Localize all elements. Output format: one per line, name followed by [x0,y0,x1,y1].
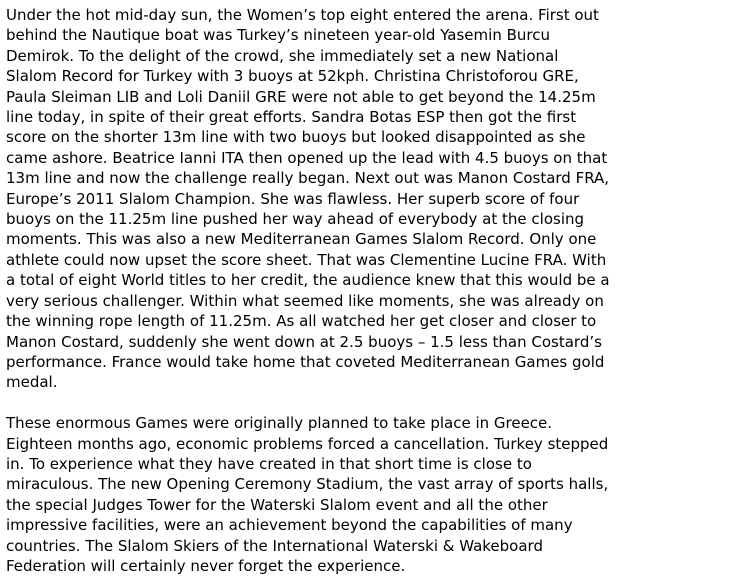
text-line: the winning rope length of 11.25m. As all watched her get closer and closer to [6,312,597,331]
text-line: buoys on the 11.25m line pushed her way ahead of everybody at the closing [6,210,585,229]
text-line: Europe’s 2011 Slalom Champion. She was flawless. Her superb score of four [6,189,580,208]
text-line: behind the Nautique boat was Turkey’s nineteen year-old Yasemin Burcu [6,26,550,45]
text-line: These enormous Games were originally planned to take place in Greece. [6,414,553,433]
text-line: a total of eight World titles to her credit, the audience knew that this would be a [6,271,610,290]
paragraph-womens-slalom-results [6,5,743,393]
text-line: Federation will certainly never forget the experience. [6,556,406,575]
text-line: countries. The Slalom Skiers of the International Waterski & Wakeboard [6,536,543,555]
text-line: 13m line and now the challenge really began. Next out was Manon Costard FRA, [6,169,610,188]
text-line: very serious challenger. Within what seemed like moments, she was already on [6,291,604,310]
text-line: moments. This was also a new Mediterranean Games Slalom Record. Only one [6,230,597,249]
text-line: score on the shorter 13m line with two buoys but looked disappointed as she [6,128,586,147]
text-line: Eighteen months ago, economic problems forced a cancellation. Turkey stepped [6,434,609,453]
text-line: medal. [6,373,58,392]
text-line: Slalom Record for Turkey with 3 buoys at 52kph. Christina Christoforou GRE, [6,67,579,86]
text-line: athlete could now upset the score sheet. That was Clementine Lucine FRA. With [6,250,607,269]
paragraph-games-background [6,413,743,576]
text-line: the special Judges Tower for the Waterski Slalom event and all the other [6,495,548,514]
text-line: performance. France would take home that coveted Mediterranean Games gold [6,352,605,371]
text-line: Paula Sleiman LIB and Loli Daniil GRE were not able to get beyond the 14.25m [6,87,596,106]
text-line: in. To experience what they have created in that short time is close to [6,454,532,473]
text-line: miraculous. The new Opening Ceremony Stadium, the vast array of sports halls, [6,475,609,494]
paragraph-spacer [6,393,743,413]
text-line: Under the hot mid-day sun, the Women’s top eight entered the arena. First out [6,6,599,24]
text-line: line today, in spite of their great efforts. Sandra Botas ESP then got the first [6,108,577,127]
text-line: came ashore. Beatrice Ianni ITA then opened up the lead with 4.5 buoys on that [6,148,608,167]
text-line: Manon Costard, suddenly she went down at 2.5 buoys – 1.5 less than Costard’s [6,332,602,351]
text-line: Demirok. To the delight of the crowd, she immediately set a new National [6,46,559,65]
text-line: impressive facilities, were an achievement beyond the capabilities of many [6,516,573,535]
